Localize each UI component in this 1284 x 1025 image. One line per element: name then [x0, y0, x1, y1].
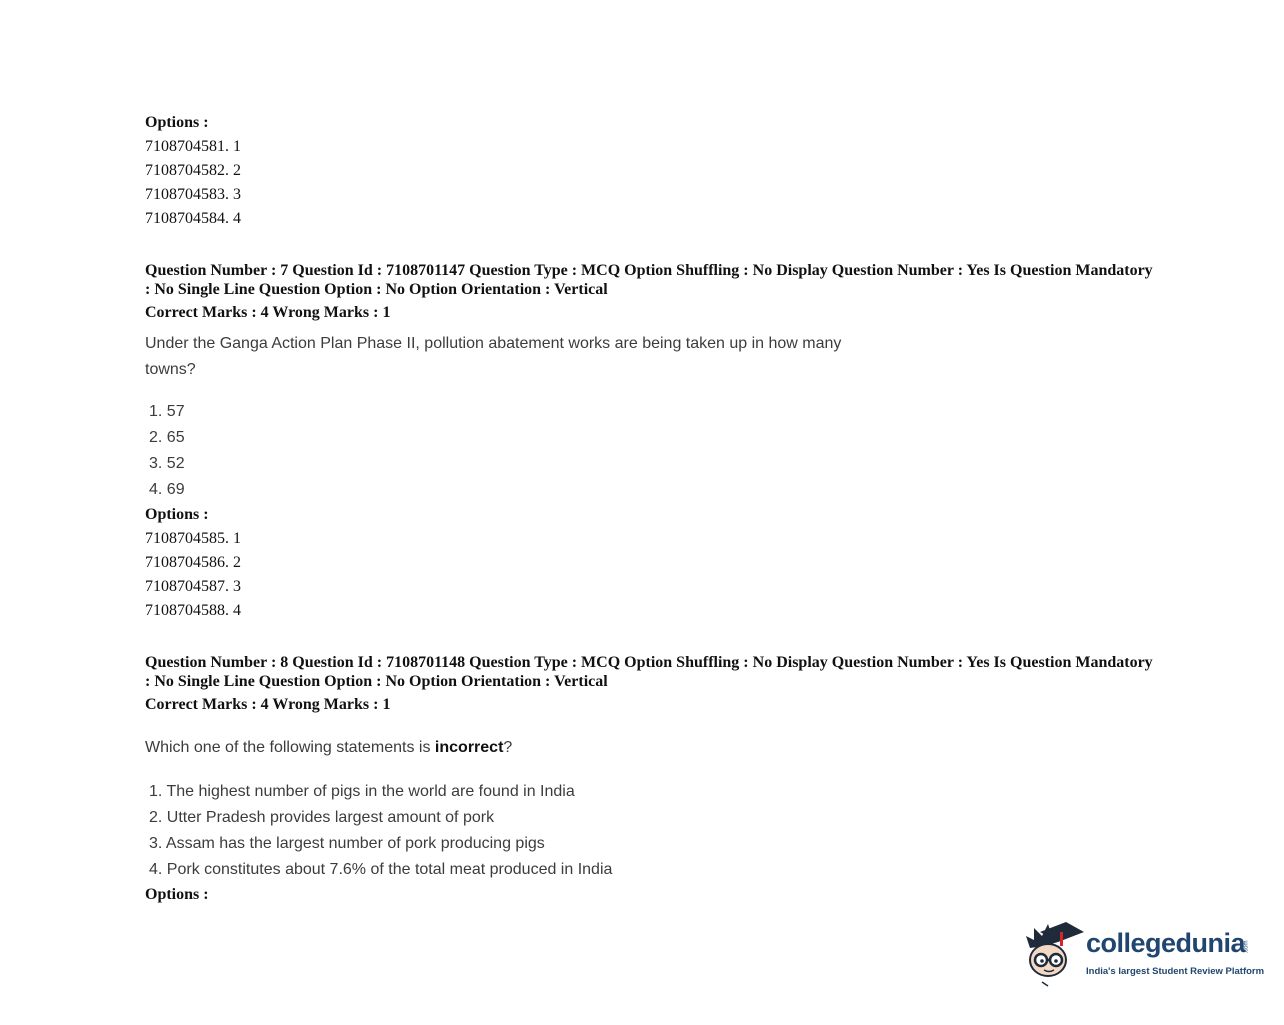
answer-choices [145, 399, 1155, 503]
question-text-start: Which one of the following statements is [145, 739, 435, 756]
logo-tagline: India's largest Student Review Platform [1086, 966, 1265, 977]
student-mascot-icon [1022, 918, 1086, 990]
option-id: 7108704583. 3 [145, 186, 241, 203]
logo-suffix: .com [1243, 940, 1250, 954]
answer-choice: 4. 69 [149, 481, 185, 498]
option-id: 7108704586. 2 [145, 554, 241, 571]
answer-choice: 1. The highest number of pigs in the world are found in India [149, 783, 575, 800]
answer-choice: 2. 65 [149, 429, 185, 446]
question-7 [145, 261, 1155, 623]
question-text: Under the Ganga Action Plan Phase II, pollution abatement works are being taken up in how many towns? [145, 335, 842, 378]
question-text-end: ? [503, 739, 513, 756]
options-label: Options : [145, 506, 209, 523]
options-label: Options : [145, 114, 209, 131]
answer-choice: 3. 52 [149, 455, 185, 472]
question-text [145, 735, 865, 761]
question-meta: Question Number : 8 Question Id : 7108701148 Question Type : MCQ Option Shuffling : No Display Question Number : Yes Is Question Mandatory : No Single Line Question Option : No Option Orientation : Vertical [145, 654, 1153, 690]
answer-choice: 3. Assam has the largest number of pork producing pigs [149, 835, 545, 852]
question-marks: Correct Marks : 4 Wrong Marks : 1 [145, 304, 391, 321]
question-8 [145, 653, 1155, 907]
option-id: 7108704581. 1 [145, 138, 241, 155]
options-label: Options : [145, 886, 209, 903]
option-id: 7108704587. 3 [145, 578, 241, 595]
option-id: 7108704588. 4 [145, 602, 241, 619]
question-marks: Correct Marks : 4 Wrong Marks : 1 [145, 696, 391, 713]
collegedunia-logo [1022, 918, 1265, 990]
option-id: 7108704582. 2 [145, 162, 241, 179]
answer-choice: 4. Pork constitutes about 7.6% of the total meat produced in India [149, 861, 613, 878]
question-paper [145, 111, 1155, 907]
question-emphasis: incorrect [434, 739, 504, 756]
option-id: 7108704585. 1 [145, 530, 241, 547]
answer-choice: 2. Utter Pradesh provides largest amount of pork [149, 809, 495, 826]
logo-wordmark: collegedunia [1086, 928, 1246, 958]
option-id: 7108704584. 4 [145, 210, 241, 227]
question-meta: Question Number : 7 Question Id : 7108701147 Question Type : MCQ Option Shuffling : No Display Question Number : Yes Is Question Mandatory : No Single Line Question Option : No Option Orientation : Vertical [145, 262, 1153, 298]
options-block-q6 [145, 111, 1155, 231]
answer-choices [145, 779, 1155, 883]
answer-choice: 1. 57 [149, 403, 185, 420]
